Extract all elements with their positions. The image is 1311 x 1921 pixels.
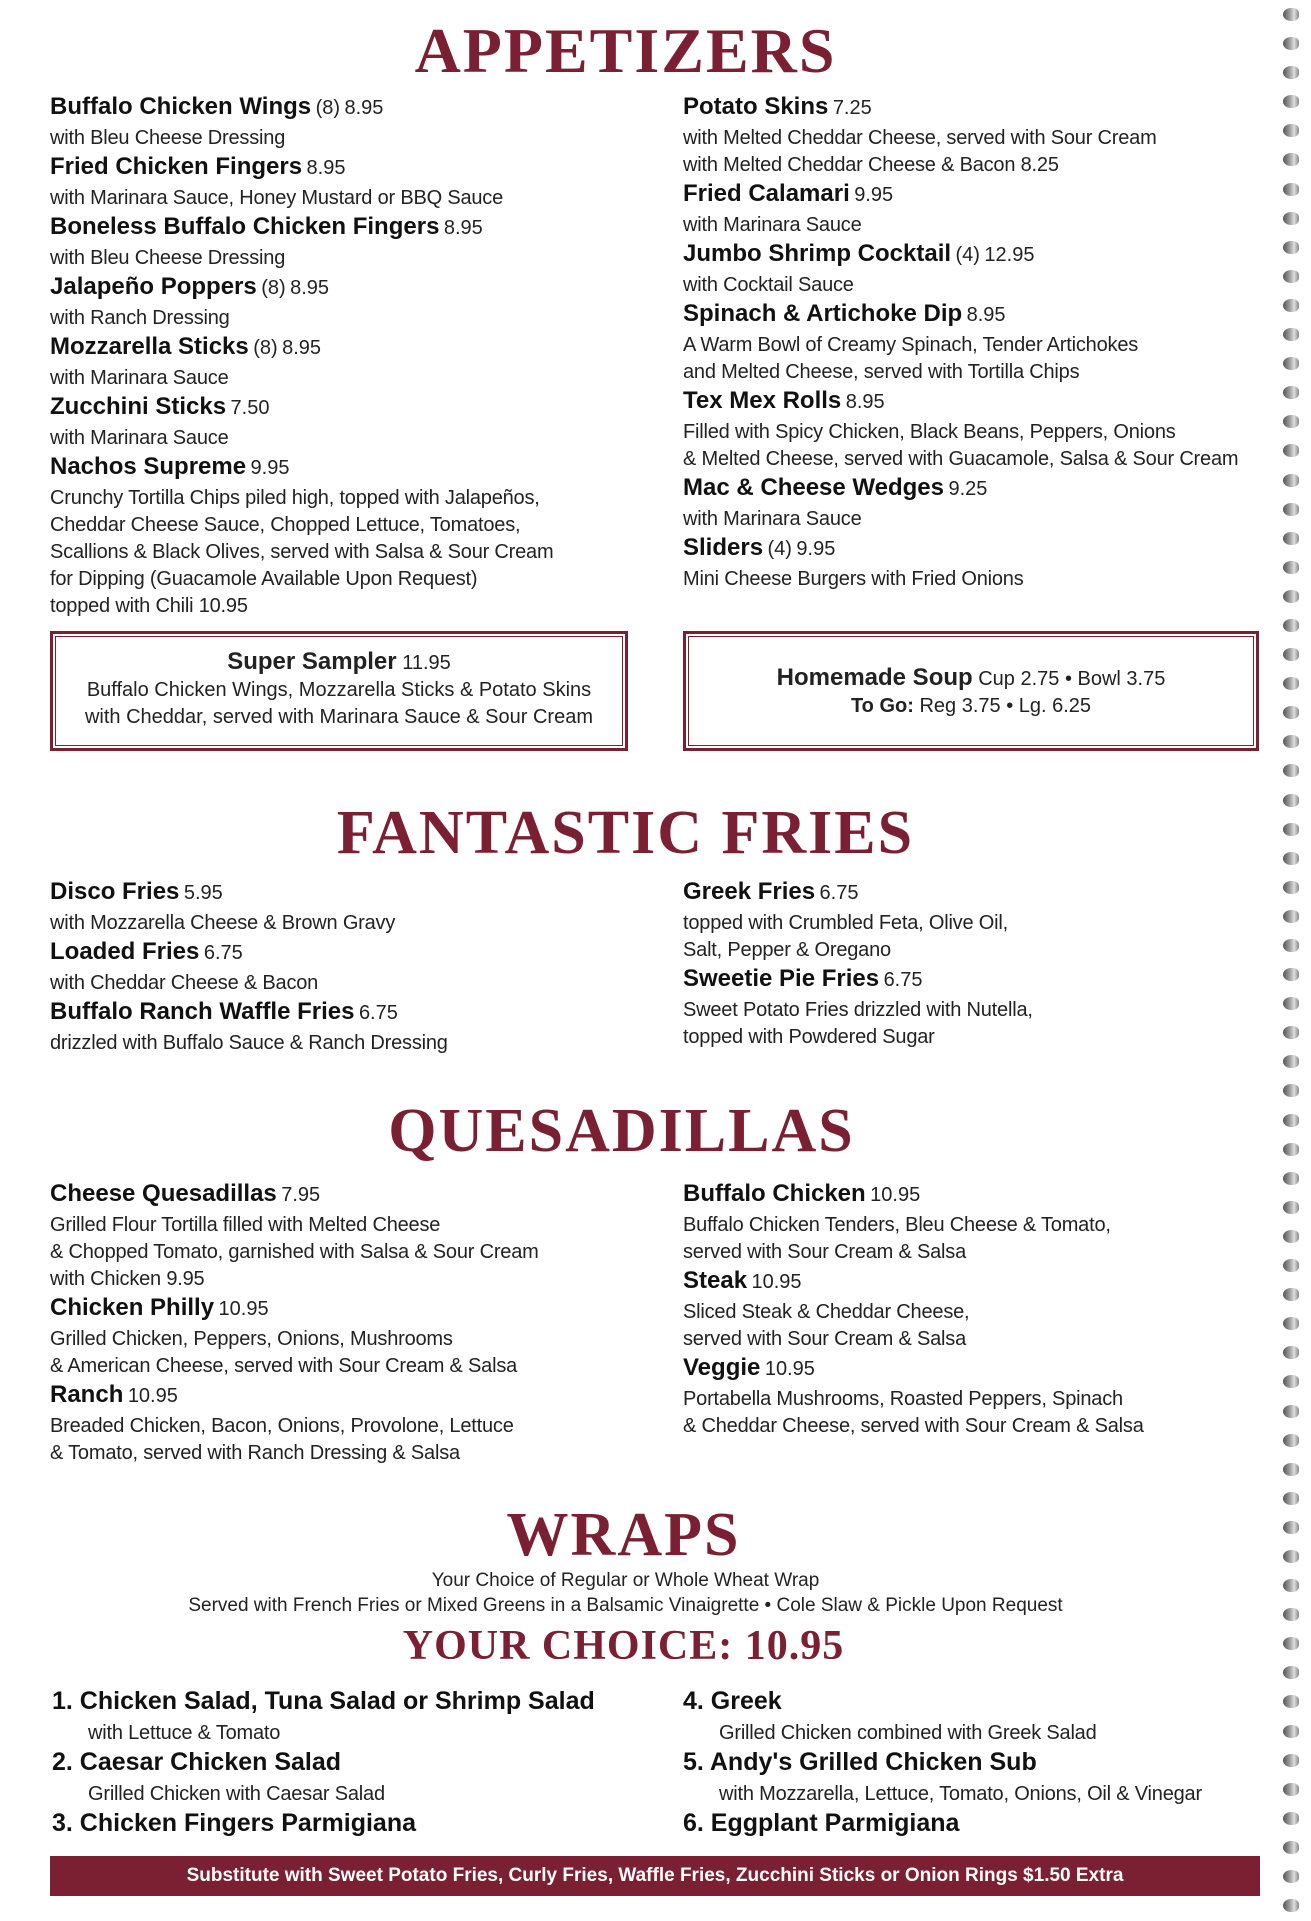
menu-item-name: 1. Chicken Salad, Tuna Salad or Shrimp Salad [52, 1687, 595, 1715]
menu-item-description: & Cheddar Cheese, served with Sour Cream & Salsa [683, 1415, 1144, 1437]
fries-right-column [683, 877, 1283, 1051]
menu-item-name: 2. Caesar Chicken Salad [52, 1748, 342, 1776]
menu-item-description: with Cheddar Cheese & Bacon [50, 972, 319, 994]
binding-ring [1283, 764, 1299, 777]
menu-item-description: with Mozzarella, Lettuce, Tomato, Onions, Oil & Vinegar [719, 1783, 1202, 1805]
binding-ring [1283, 1172, 1299, 1185]
menu-item-description: Grilled Chicken, Peppers, Onions, Mushrooms [50, 1328, 453, 1350]
menu-item-price: 10.95 [218, 1298, 269, 1320]
menu-item-price: 10.95 [764, 1358, 815, 1380]
menu-item-price: 9.95 [796, 538, 836, 560]
menu-item-price: 6.75 [203, 942, 243, 964]
menu-item-description: with Chicken 9.95 [50, 1268, 205, 1290]
binding-ring [1283, 8, 1299, 21]
menu-item [50, 92, 650, 152]
binding-ring [1283, 1695, 1299, 1708]
menu-item [50, 1179, 650, 1293]
super-sampler-name: Super Sampler [227, 648, 397, 675]
menu-item-description: Salt, Pepper & Oregano [683, 939, 891, 961]
binding-ring [1283, 1754, 1299, 1767]
super-sampler-box [50, 631, 628, 751]
menu-item-description: Sliced Steak & Cheddar Cheese, [683, 1301, 970, 1323]
menu-item-description: and Melted Cheese, served with Tortilla Chips [683, 361, 1080, 383]
menu-item-description: Buffalo Chicken Tenders, Bleu Cheese & Tomato, [683, 1214, 1111, 1236]
menu-item-price: 9.25 [948, 478, 988, 500]
binding-ring [1283, 124, 1299, 137]
binding-ring [1283, 1084, 1299, 1097]
menu-item [683, 92, 1283, 179]
binding-ring [1283, 1463, 1299, 1476]
binding-ring [1283, 415, 1299, 428]
menu-item-name: Buffalo Ranch Waffle Fries [50, 998, 355, 1025]
binding-ring [1283, 357, 1299, 370]
appetizers-heading: APPETIZERS [414, 15, 837, 86]
menu-item [52, 1808, 652, 1842]
menu-item-name: Buffalo Chicken [683, 1180, 866, 1207]
menu-item-description: & Melted Cheese, served with Guacamole, Salsa & Sour Cream [683, 448, 1239, 470]
menu-item [683, 1686, 1273, 1747]
menu-item-description: served with Sour Cream & Salsa [683, 1328, 967, 1350]
menu-item-description: Sweet Potato Fries drizzled with Nutella, [683, 999, 1033, 1021]
menu-item-name: 4. Greek [683, 1687, 782, 1715]
menu-item-price: 8.95 [344, 97, 384, 119]
menu-item-description: Scallions & Black Olives, served with Salsa & Sour Cream [50, 541, 554, 563]
binding-ring [1283, 1666, 1299, 1679]
binding-ring [1283, 561, 1299, 574]
binding-ring [1283, 299, 1299, 312]
menu-item-description: Grilled Flour Tortilla filled with Melted Cheese [50, 1214, 441, 1236]
binding-ring [1283, 212, 1299, 225]
menu-item-name: Disco Fries [50, 878, 180, 905]
fries-left-column [50, 877, 650, 1057]
menu-item-description: served with Sour Cream & Salsa [683, 1241, 967, 1263]
binding-ring [1283, 881, 1299, 894]
menu-item-description: with Cocktail Sauce [683, 274, 854, 296]
homemade-soup-prices: Cup 2.75 • Bowl 3.75 [978, 668, 1166, 690]
menu-item-price: 12.95 [984, 244, 1035, 266]
menu-item-description: with Marinara Sauce, Honey Mustard or BBQ Sauce [50, 187, 504, 209]
menu-item [52, 1747, 652, 1808]
menu-item-name: Jalapeño Poppers [50, 273, 257, 300]
menu-item [52, 1686, 652, 1747]
appetizers-left-column [50, 92, 650, 620]
binding-ring [1283, 823, 1299, 836]
menu-item-description: topped with Crumbled Feta, Olive Oil, [683, 912, 1008, 934]
menu-item [50, 452, 650, 620]
binding-ring [1283, 677, 1299, 690]
menu-item [50, 877, 650, 937]
your-choice-heading: YOUR CHOICE: 10.95 [402, 1623, 845, 1669]
binding-ring [1283, 1550, 1299, 1563]
binding-ring [1283, 1317, 1299, 1330]
menu-item-description: Crunchy Tortilla Chips piled high, topped with Jalapeños, [50, 487, 540, 509]
menu-item-description: with Melted Cheddar Cheese & Bacon 8.25 [683, 154, 1059, 176]
binding-ring [1283, 66, 1299, 79]
menu-item-name: Tex Mex Rolls [683, 387, 842, 414]
menu-item [683, 473, 1283, 533]
menu-item-description: Breaded Chicken, Bacon, Onions, Provolone, Lettuce [50, 1415, 514, 1437]
menu-item-name: Ranch [50, 1381, 124, 1408]
appetizers-right-column [683, 92, 1283, 593]
to-go-label: To Go: [850, 695, 914, 717]
menu-item [683, 299, 1283, 386]
menu-item-description: with Marinara Sauce [683, 508, 862, 530]
menu-item-name: 6. Eggplant Parmigiana [683, 1809, 960, 1837]
menu-item-name: Sweetie Pie Fries [683, 965, 880, 992]
menu-item-description: topped with Chili 10.95 [50, 595, 248, 617]
binding-ring [1283, 968, 1299, 981]
binding-ring [1283, 939, 1299, 952]
menu-item-name: Greek Fries [683, 878, 816, 905]
menu-item-description: with Marinara Sauce [50, 367, 229, 389]
binding-ring [1283, 183, 1299, 196]
menu-item-price: 5.95 [183, 882, 223, 904]
menu-item-name: Jumbo Shrimp Cocktail [683, 240, 952, 267]
menu-item-description: topped with Powdered Sugar [683, 1026, 935, 1048]
binding-ring [1283, 1055, 1299, 1068]
binding-ring [1283, 1812, 1299, 1825]
binding-ring [1283, 910, 1299, 923]
menu-item-description: with Bleu Cheese Dressing [50, 127, 286, 149]
menu-item-name: Boneless Buffalo Chicken Fingers [50, 213, 440, 240]
menu-item-price: 8.95 [966, 304, 1006, 326]
menu-item-name: Nachos Supreme [50, 453, 247, 480]
menu-item [683, 239, 1283, 299]
binding-ring [1283, 648, 1299, 661]
menu-item-price: 7.95 [281, 1184, 321, 1206]
binding-ring [1283, 1783, 1299, 1796]
binding-ring [1283, 1637, 1299, 1650]
binding-ring [1283, 619, 1299, 632]
binding-ring [1283, 1375, 1299, 1388]
binding-ring [1283, 241, 1299, 254]
menu-item-name: Cheese Quesadillas [50, 1180, 277, 1207]
binding-ring [1283, 270, 1299, 283]
wraps-heading: WRAPS [506, 1501, 741, 1569]
menu-item-description: & Chopped Tomato, garnished with Salsa & Sour Cream [50, 1241, 539, 1263]
menu-item [50, 392, 650, 452]
wraps-subtitle: Your Choice of Regular or Whole Wheat Wrap [431, 1570, 820, 1591]
menu-item-price: 8.95 [443, 217, 483, 239]
menu-item-price: 8.95 [306, 157, 346, 179]
menu-item-price: 10.95 [127, 1385, 178, 1407]
binding-ring [1283, 1346, 1299, 1359]
binding-ring [1283, 444, 1299, 457]
menu-item [683, 1747, 1273, 1808]
binding-ring [1283, 153, 1299, 166]
binding-ring [1283, 1026, 1299, 1039]
menu-item-description: drizzled with Buffalo Sauce & Ranch Dressing [50, 1032, 448, 1054]
menu-item-count: (4) [955, 244, 980, 266]
menu-item-count: (8) [315, 97, 341, 119]
homemade-soup-name: Homemade Soup [776, 664, 973, 691]
binding-ring [1283, 1288, 1299, 1301]
super-sampler-price: 11.95 [402, 652, 451, 674]
menu-item-price: 8.95 [290, 277, 330, 299]
menu-item-description: A Warm Bowl of Creamy Spinach, Tender Artichokes [683, 334, 1139, 356]
binding-ring [1283, 1143, 1299, 1156]
menu-item-price: 7.25 [832, 97, 872, 119]
binding-ring [1283, 852, 1299, 865]
substitution-banner: Substitute with Sweet Potato Fries, Curly Fries, Waffle Fries, Zucchini Sticks or Onion Rings $1.50 Extra [50, 1856, 1260, 1896]
menu-item [683, 179, 1283, 239]
wraps-right-column [683, 1686, 1273, 1842]
menu-item-price: 6.75 [883, 969, 923, 991]
binding-ring [1283, 1114, 1299, 1127]
binding-ring [1283, 735, 1299, 748]
menu-item-count: (8) [261, 277, 286, 299]
super-sampler-desc-line: with Cheddar, served with Marinara Sauce & Sour Cream [84, 706, 593, 728]
binding-ring [1283, 1870, 1299, 1883]
menu-item-name: Zucchini Sticks [50, 393, 227, 420]
menu-item-name: Steak [683, 1267, 748, 1294]
binding-ring [1283, 1230, 1299, 1243]
menu-item [683, 877, 1283, 964]
menu-item-price: 6.75 [358, 1002, 398, 1024]
menu-item-name: Fried Calamari [683, 180, 850, 207]
menu-item [683, 386, 1283, 473]
menu-item-name: Buffalo Chicken Wings [50, 93, 312, 120]
binding-ring [1283, 997, 1299, 1010]
menu-item-description: Grilled Chicken with Caesar Salad [88, 1783, 385, 1805]
binding-ring [1283, 1521, 1299, 1534]
menu-item-description: Portabella Mushrooms, Roasted Peppers, Spinach [683, 1388, 1123, 1410]
binding-ring [1283, 532, 1299, 545]
binding-ring [1283, 328, 1299, 341]
menu-item-price: 8.95 [845, 391, 885, 413]
menu-item [683, 1808, 1273, 1842]
binding-ring [1283, 474, 1299, 487]
menu-item-count: (4) [767, 538, 792, 560]
binding-ring [1283, 1405, 1299, 1418]
binding-ring [1283, 1841, 1299, 1854]
menu-item [50, 1380, 650, 1467]
fantastic-fries-heading: FANTASTIC FRIES [336, 799, 915, 867]
menu-item [50, 1293, 650, 1380]
spiral-binding [1283, 0, 1305, 1921]
menu-item-description: for Dipping (Guacamole Available Upon Request) [50, 568, 478, 590]
binding-ring [1283, 794, 1299, 807]
binding-ring [1283, 503, 1299, 516]
menu-item [50, 997, 650, 1057]
menu-item-price: 7.50 [230, 397, 270, 419]
binding-ring [1283, 706, 1299, 719]
menu-item-count: (8) [253, 337, 278, 359]
menu-item-price: 9.95 [250, 457, 290, 479]
menu-item-description: with Marinara Sauce [50, 427, 229, 449]
menu-item [50, 332, 650, 392]
menu-item-description: with Melted Cheddar Cheese, served with Sour Cream [683, 127, 1157, 149]
binding-ring [1283, 1492, 1299, 1505]
menu-item-description: Filled with Spicy Chicken, Black Beans, Peppers, Onions [683, 421, 1176, 443]
menu-item [50, 212, 650, 272]
menu-item [50, 937, 650, 997]
menu-item-price: 10.95 [751, 1271, 802, 1293]
binding-ring [1283, 1259, 1299, 1272]
binding-ring [1283, 590, 1299, 603]
wraps-subtitle: Served with French Fries or Mixed Greens in a Balsamic Vinaigrette • Cole Slaw & Pickle Upon Request [188, 1595, 1063, 1616]
menu-item-name: Veggie [683, 1354, 761, 1381]
binding-ring [1283, 1579, 1299, 1592]
menu-item [683, 1179, 1283, 1266]
menu-item-name: Spinach & Artichoke Dip [683, 300, 963, 327]
menu-item-name: Fried Chicken Fingers [50, 153, 303, 180]
menu-item-description: Grilled Chicken combined with Greek Salad [719, 1722, 1097, 1744]
binding-ring [1283, 386, 1299, 399]
menu-item [683, 533, 1283, 593]
binding-ring [1283, 1725, 1299, 1738]
menu-item-description: with Lettuce & Tomato [88, 1722, 281, 1744]
quesadillas-heading: QUESADILLAS [388, 1097, 855, 1165]
menu-item-description: Cheddar Cheese Sauce, Chopped Lettuce, Tomatoes, [50, 514, 521, 536]
binding-ring [1283, 95, 1299, 108]
to-go-prices: Reg 3.75 • Lg. 6.25 [919, 695, 1092, 717]
menu-item-name: Mac & Cheese Wedges [683, 474, 944, 501]
menu-item-price: 9.95 [854, 184, 894, 206]
menu-item-price: 10.95 [870, 1184, 921, 1206]
super-sampler-desc-line: Buffalo Chicken Wings, Mozzarella Sticks & Potato Skins [86, 679, 592, 701]
menu-item-description: with Bleu Cheese Dressing [50, 247, 286, 269]
menu-item-description: with Ranch Dressing [50, 307, 230, 329]
menu-item-description: with Marinara Sauce [683, 214, 862, 236]
menu-item-description: Mini Cheese Burgers with Fried Onions [683, 568, 1024, 590]
binding-ring [1283, 1608, 1299, 1621]
quesadillas-left-column [50, 1179, 650, 1467]
menu-item-name: Sliders [683, 534, 764, 561]
menu-item-name: Mozzarella Sticks [50, 333, 249, 360]
menu-item-price: 8.95 [282, 337, 322, 359]
menu-item-name: Loaded Fries [50, 938, 200, 965]
menu-item-description: & Tomato, served with Ranch Dressing & Salsa [50, 1442, 460, 1464]
menu-item [683, 1353, 1283, 1440]
binding-ring [1283, 1201, 1299, 1214]
menu-item [50, 152, 650, 212]
binding-ring [1283, 1434, 1299, 1447]
homemade-soup-box [683, 631, 1259, 751]
menu-item-description: with Mozzarella Cheese & Brown Gravy [50, 912, 396, 934]
menu-item [683, 964, 1283, 1051]
menu-item-name: Potato Skins [683, 93, 829, 120]
menu-item-name: Chicken Philly [50, 1294, 215, 1321]
menu-item [50, 272, 650, 332]
quesadillas-right-column [683, 1179, 1283, 1440]
menu-item-description: & American Cheese, served with Sour Cream & Salsa [50, 1355, 518, 1377]
binding-ring [1283, 37, 1299, 50]
menu-item-price: 6.75 [819, 882, 859, 904]
menu-item [683, 1266, 1283, 1353]
menu-item-name: 3. Chicken Fingers Parmigiana [52, 1809, 417, 1837]
menu-item-name: 5. Andy's Grilled Chicken Sub [683, 1748, 1037, 1776]
binding-ring [1283, 1899, 1299, 1912]
wraps-left-column [52, 1686, 652, 1842]
